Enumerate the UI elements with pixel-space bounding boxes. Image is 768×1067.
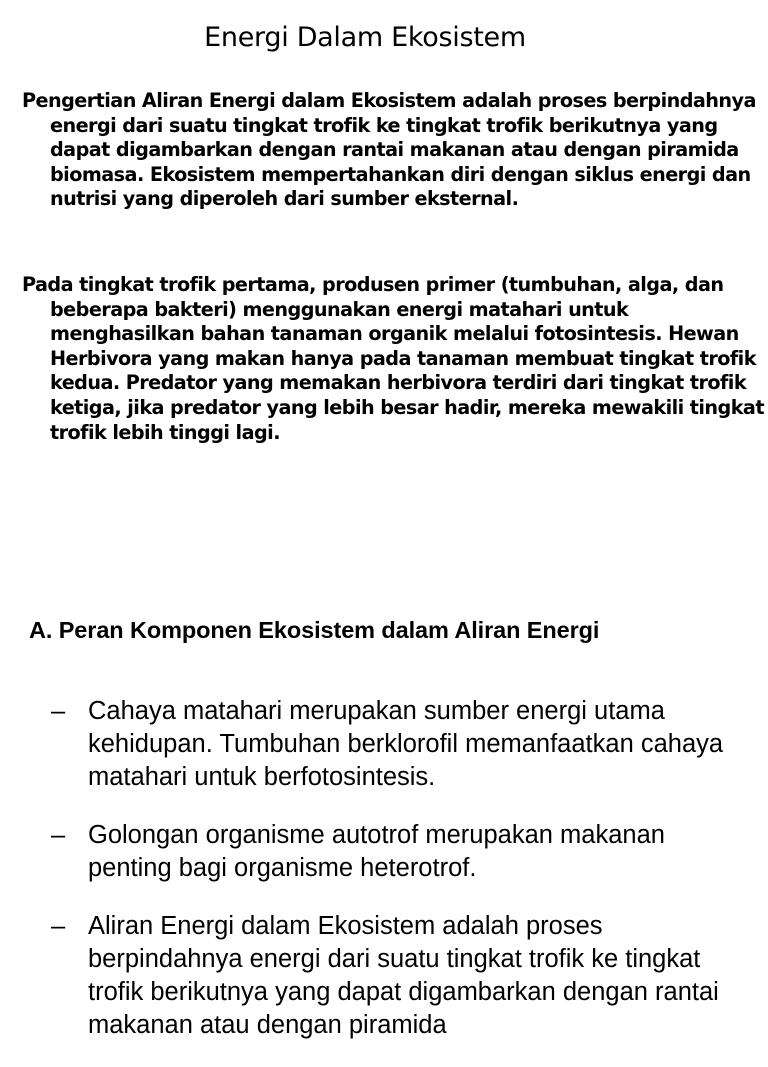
bullet-text: Cahaya matahari merupakan sumber energi utama kehidupan. Tumbuhan berklorofil memanfaatkan cahaya matahari untuk berfotosintesis. [88, 697, 724, 791]
bullet-text: Aliran Energi dalam Ekosistem adalah proses berpindahnya energi dari suatu tingkat trofik ke tingkat trofik berikutnya yang dapat digambarkan dengan rantai makanan atau dengan piramida [88, 912, 719, 1039]
list-item [0, 819, 738, 885]
page-title: Energi Dalam Ekosistem [204, 22, 526, 53]
dash-bullet-icon: – [51, 697, 66, 725]
list-item [0, 910, 738, 1042]
dash-bullet-icon: – [51, 821, 66, 849]
list-item [0, 695, 738, 794]
dash-bullet-icon: – [51, 912, 66, 940]
bullet-text: Golongan organisme autotrof merupakan makanan penting bagi organisme heterotrof. [88, 821, 665, 882]
intro-paragraph: Pengertian Aliran Energi dalam Ekosistem adalah proses berpindahnya energi dari suatu tingkat trofik ke tingkat trofik berikutnya yang dapat digambarkan dengan rantai makanan atau dengan piramida biomasa. Ekosistem mempertahankan diri dengan siklus energi dan nutrisi yang diperoleh dari sumber eksternal. [22, 89, 756, 211]
trophic-paragraph: Pada tingkat trofik pertama, produsen primer (tumbuhan, alga, dan beberapa bakteri) menggunakan energi matahari untuk menghasilkan bahan tanaman organik melalui fotosintesis. Hewan Herbivora yang makan hanya pada tanaman membuat tingkat trofik kedua. Predator yang memakan herbivora terdiri dari tingkat trofik ketiga, jika predator yang lebih besar hadir, mereka mewakili tingkat trofik lebih tinggi lagi. [22, 273, 764, 444]
section-heading: A. Peran Komponen Ekosistem dalam Aliran Energi [29, 617, 600, 643]
bullet-list [0, 695, 768, 1067]
